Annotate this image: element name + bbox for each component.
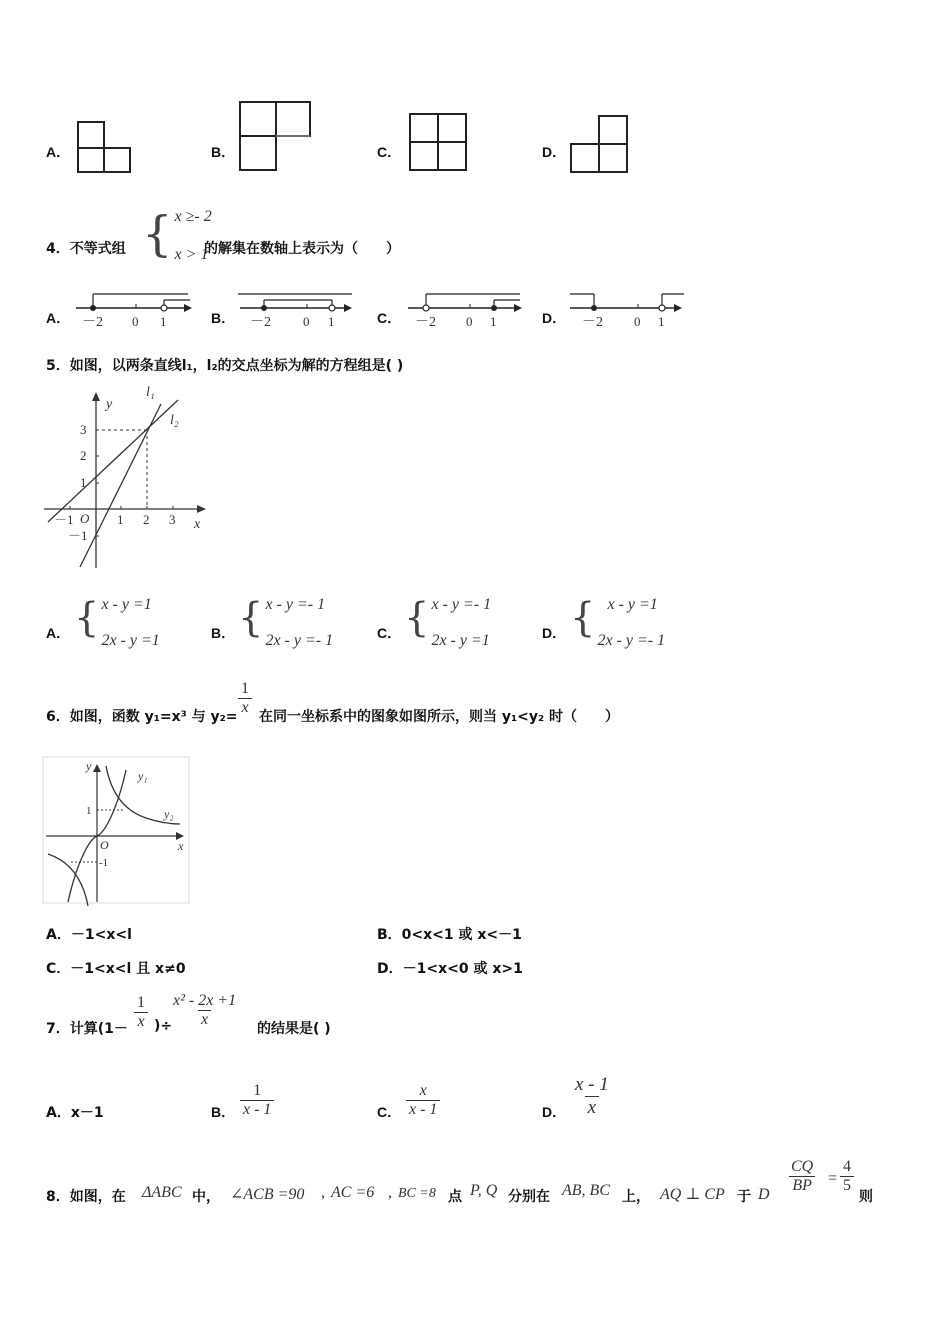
q5-option-a-system [74, 596, 160, 650]
q5a-eq2: 2x - y =1 [101, 632, 160, 649]
q8-value-fraction [840, 1158, 854, 1195]
q5-origin-label: O [80, 511, 90, 526]
q8-equals: = [828, 1170, 838, 1187]
q7-option-c-label: C． [377, 1104, 402, 1120]
q6d-text: －1<x<0 或 x>1 [402, 961, 523, 977]
q4d-tick-m2: －2 [582, 315, 603, 330]
q5-xtick-2: 2 [143, 512, 150, 527]
q6-tick-m1: -1 [99, 857, 109, 869]
q6-y1-label: y₁ [138, 769, 148, 783]
q5-option-d-system [570, 596, 665, 650]
q4c-tick-1: 1 [490, 314, 497, 329]
q7-option-b-label: B． [211, 1104, 236, 1120]
q6c-label: C． [46, 961, 71, 977]
q3-option-a-figure [74, 118, 134, 176]
q4-inequality-system [142, 208, 212, 264]
q5-graph [40, 382, 212, 572]
q4a-tick-0: 0 [132, 314, 139, 329]
q7-option-d-label: D． [542, 1104, 567, 1120]
q3-option-d-label: D． [542, 144, 567, 160]
q4-option-d-numberline [566, 290, 690, 332]
q4a-tick-1: 1 [160, 314, 167, 329]
q7-stem-a: 7．计算(1－ [46, 1021, 128, 1037]
q7-f2-num: x² - 2x +1 [173, 992, 237, 1009]
q4a-tick-m2: －2 [82, 315, 103, 330]
q8-comma-1: , [321, 1184, 325, 1201]
q7-option-a [46, 1102, 104, 1122]
q7-fraction-1 [134, 994, 148, 1031]
q5c-brace: { [404, 595, 430, 641]
q4-stem-prefix: 4．不等式组 [46, 241, 126, 257]
q5-stem: 5．如图，以两条直线l₁，l₂的交点坐标为解的方程组是( ) [46, 358, 404, 374]
q7-stem-b: )÷ [154, 1018, 173, 1034]
q8-ratio-fraction [788, 1158, 816, 1195]
q5b-brace: { [238, 595, 264, 641]
q6c-text: －1<x<l 且 x≠0 [70, 961, 186, 977]
q5-ytick-m1: －1 [68, 528, 88, 543]
q6-fraction [238, 680, 252, 717]
q7d-den: x [585, 1096, 599, 1119]
q8-ac: AC =6 [331, 1184, 375, 1201]
q8-abbc: AB, BC [562, 1182, 610, 1199]
q5d-eq2: 2x - y =- 1 [597, 632, 666, 649]
q5-y-axis-label: y [106, 397, 113, 412]
q7-option-c-fraction [406, 1082, 440, 1119]
q7c-num: x [419, 1082, 427, 1099]
q8-bc: BC =8 [398, 1186, 436, 1201]
q7-f1-num: 1 [137, 994, 145, 1011]
q3-option-c-label: C． [377, 144, 402, 160]
q5b-eq2: 2x - y =- 1 [265, 632, 334, 649]
q6-y-axis-label: y [86, 759, 92, 773]
q6b-text: 0<x<1 或 x<－1 [401, 927, 522, 943]
q7-option-d-fraction [572, 1074, 612, 1119]
q8-stem-e: 上， [622, 1189, 650, 1205]
q4-option-d-label: D． [542, 310, 567, 326]
q4b-tick-0: 0 [303, 314, 310, 329]
q4-brace: { [142, 206, 173, 262]
q6a-label: A． [46, 927, 71, 943]
q4d-tick-0: 0 [634, 314, 641, 329]
q6-frac-den: x [238, 698, 251, 717]
q5-xtick-3: 3 [169, 512, 176, 527]
q7c-den: x - 1 [406, 1100, 440, 1119]
q5-xtick-1: 1 [117, 512, 124, 527]
q8-stem-c: 点 [448, 1189, 462, 1205]
q5b-eq1: x - y =- 1 [265, 596, 326, 613]
q7-fraction-2 [170, 992, 239, 1029]
q4-inequality-1: x ≥- 2 [174, 208, 212, 225]
q8-perp: AQ ⊥ CP [660, 1186, 725, 1203]
q7a-text: x－1 [70, 1105, 104, 1121]
q3-option-b-label: B． [211, 144, 236, 160]
q6-stem-a: 6．如图，函数 y₁=x³ 与 y₂= [46, 709, 238, 725]
q5-ytick-3: 3 [80, 422, 87, 437]
q3-option-b-figure [236, 98, 314, 174]
q5-xtick-m1: －1 [54, 512, 74, 527]
q8-stem-a: 8．如图，在 [46, 1189, 126, 1205]
q5c-eq1: x - y =- 1 [431, 596, 492, 613]
q7a-label: A． [46, 1105, 71, 1121]
q4-inequality-2: x > 1 [174, 246, 209, 263]
q5-l1-label: l₁ [146, 385, 155, 400]
q8-stem-b: 中， [192, 1189, 220, 1205]
q6-option-b [377, 924, 522, 944]
q7-option-b-fraction [240, 1082, 274, 1119]
q5-option-b-label: B． [211, 625, 236, 641]
q5-option-a-label: A． [46, 625, 71, 641]
q7-f1-den: x [134, 1012, 147, 1031]
q6-frac-num: 1 [241, 680, 249, 697]
q5a-brace: { [74, 595, 100, 641]
q8-comma-2: , [388, 1184, 392, 1201]
q5-option-d-label: D． [542, 625, 567, 641]
q5a-eq1: x - y =1 [101, 596, 152, 613]
q8-stem-g: 则 [859, 1189, 873, 1205]
q6b-label: B． [377, 927, 402, 943]
q8-angle: ∠ACB =90 [230, 1186, 305, 1203]
q5-option-b-system [238, 596, 333, 650]
q7d-num: x - 1 [575, 1074, 609, 1095]
q8-frac-num: CQ [791, 1158, 814, 1175]
q4b-tick-m2: －2 [250, 315, 271, 330]
q5-ytick-2: 2 [80, 448, 87, 463]
q5-x-axis-label: x [194, 517, 201, 532]
q8-pq: P, Q [470, 1182, 498, 1199]
q6-stem-b: 在同一坐标系中的图象如图所示，则当 y₁<y₂ 时（ ） [259, 709, 619, 725]
q6-y2-label: y₂ [164, 807, 174, 821]
q4-option-b-numberline [236, 290, 360, 332]
q5-l2-label: l₂ [170, 413, 179, 428]
q4b-tick-1: 1 [328, 314, 335, 329]
q4-option-c-numberline [402, 290, 530, 332]
q6d-label: D． [377, 961, 403, 977]
q6-x-axis-label: x [178, 839, 184, 853]
q7b-den: x - 1 [240, 1100, 274, 1119]
q7b-num: 1 [253, 1082, 262, 1099]
q8-frac-den: BP [789, 1176, 815, 1195]
q6-tick-1: 1 [86, 805, 92, 817]
q4-option-a-numberline [70, 290, 200, 332]
q5c-eq2: 2x - y =1 [431, 632, 490, 649]
q5-option-c-label: C． [377, 625, 402, 641]
q4c-tick-0: 0 [466, 314, 473, 329]
q6-option-a [46, 924, 132, 944]
q8-triangle: ΔABC [142, 1184, 182, 1201]
q3-option-d-figure [568, 113, 632, 175]
q8-stem-f: 于 [737, 1189, 751, 1205]
q4-option-c-label: C． [377, 310, 402, 326]
q5d-brace: { [570, 595, 596, 641]
q4c-tick-m2: －2 [415, 315, 436, 330]
q3-option-a-label: A． [46, 144, 71, 160]
q7-stem-c: 的结果是( ) [257, 1021, 331, 1037]
q4-option-b-label: B． [211, 310, 236, 326]
q6-origin-label: O [100, 838, 109, 852]
q6a-text: －1<x<l [70, 927, 132, 943]
q7-f2-den: x [198, 1010, 211, 1029]
q4d-tick-1: 1 [658, 314, 665, 329]
q8-r-num: 4 [843, 1158, 851, 1175]
q8-stem-d: 分别在 [508, 1189, 550, 1205]
q5-ytick-1: 1 [80, 475, 87, 490]
q8-r-den: 5 [840, 1176, 854, 1195]
q4-stem-suffix: 的解集在数轴上表示为（ ） [204, 241, 400, 257]
q3-option-c-figure [406, 110, 472, 174]
q5d-eq1: x - y =1 [607, 596, 658, 613]
q8-d: D [758, 1186, 770, 1203]
q4-option-a-label: A． [46, 310, 71, 326]
q6-graph [42, 756, 192, 906]
q6-option-d [377, 958, 523, 978]
q5-option-c-system [404, 596, 491, 650]
q6-option-c [46, 958, 186, 978]
